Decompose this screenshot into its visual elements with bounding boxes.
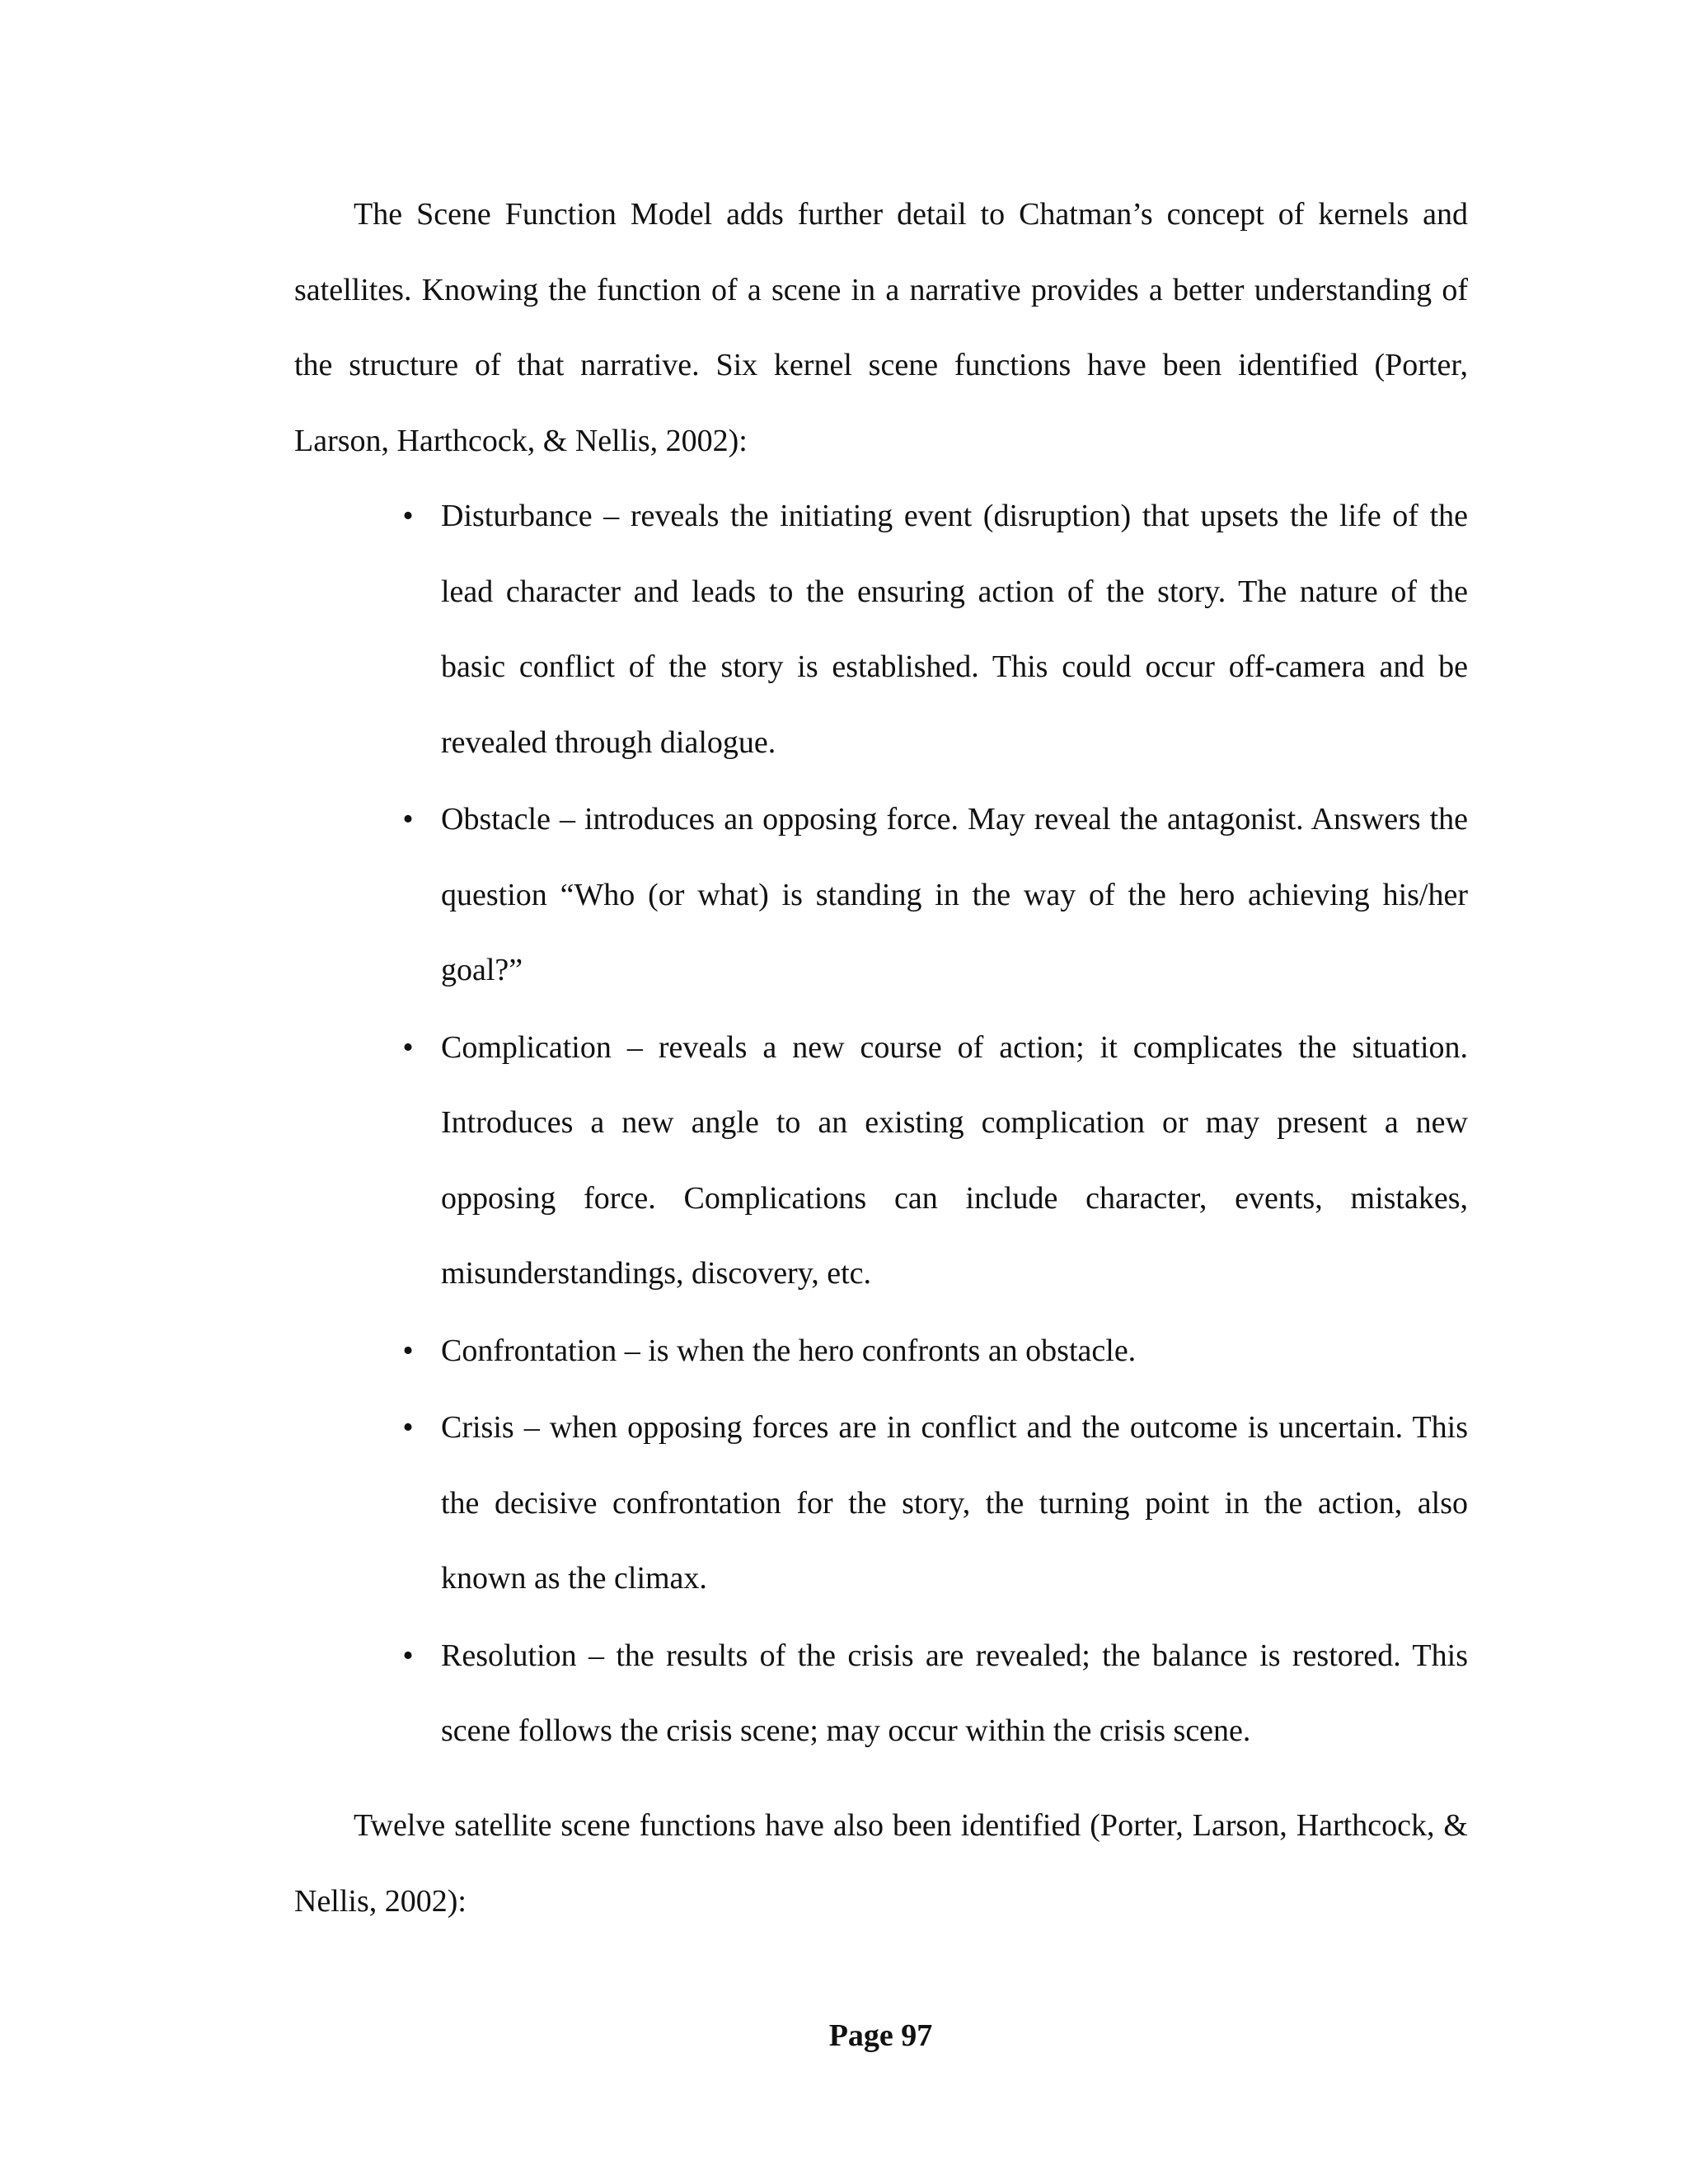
bullet-icon: •	[402, 802, 414, 837]
bullet-icon: •	[402, 499, 414, 533]
list-item-text: Resolution – the results of the crisis are revealed; the balance is restored. This scene follows the crisis scene; may occur within the crisis scene.	[441, 1638, 1468, 1748]
list-item	[294, 1619, 1468, 1769]
list-item	[294, 1010, 1468, 1312]
kernel-functions-list	[294, 479, 1468, 1771]
list-item	[294, 782, 1468, 1009]
bullet-icon: •	[402, 1333, 414, 1368]
list-item-text: Disturbance – reveals the initiating event (disruption) that upsets the life of the lead character and leads to the ensuring action of the story. The nature of the basic conflict of the story is established. This could occur off-camera and be revealed through dialogue.	[441, 499, 1468, 760]
bullet-icon: •	[402, 1638, 414, 1673]
bullet-icon: •	[402, 1410, 414, 1445]
page-number: Page 97	[828, 2018, 933, 2053]
list-item	[294, 1314, 1468, 1390]
list-item-text: Complication – reveals a new course of action; it complicates the situation. Introduces a new angle to an existing complication or may present a new opposing force. Complications can include character, events, mistakes, misunderstandings, discovery, etc.	[441, 1029, 1468, 1291]
closing-paragraph: Twelve satellite scene functions have also been identified (Porter, Larson, Harthcock, & Nellis, 2002):	[294, 1808, 1468, 1919]
list-item	[294, 1390, 1468, 1617]
intro-paragraph: The Scene Function Model adds further detail to Chatman’s concept of kernels and satellites. Knowing the function of a scene in a narrative provides a better understanding of the structure of that narrative. Six kernel scene functions have been identified (Porter, Larson, Harthcock, & Nellis, 2002):	[294, 197, 1468, 458]
list-item	[294, 479, 1468, 780]
list-item-text: Obstacle – introduces an opposing force. May reveal the antagonist. Answers the question “Who (or what) is standing in the way of the hero achieving his/her goal?”	[441, 802, 1468, 987]
list-item-text: Confrontation – is when the hero confronts an obstacle.	[441, 1333, 1137, 1368]
bullet-icon: •	[402, 1029, 414, 1065]
list-item-text: Crisis – when opposing forces are in conflict and the outcome is uncertain. This the decisive confrontation for the story, the turning point in the action, also known as the climax.	[441, 1410, 1468, 1596]
